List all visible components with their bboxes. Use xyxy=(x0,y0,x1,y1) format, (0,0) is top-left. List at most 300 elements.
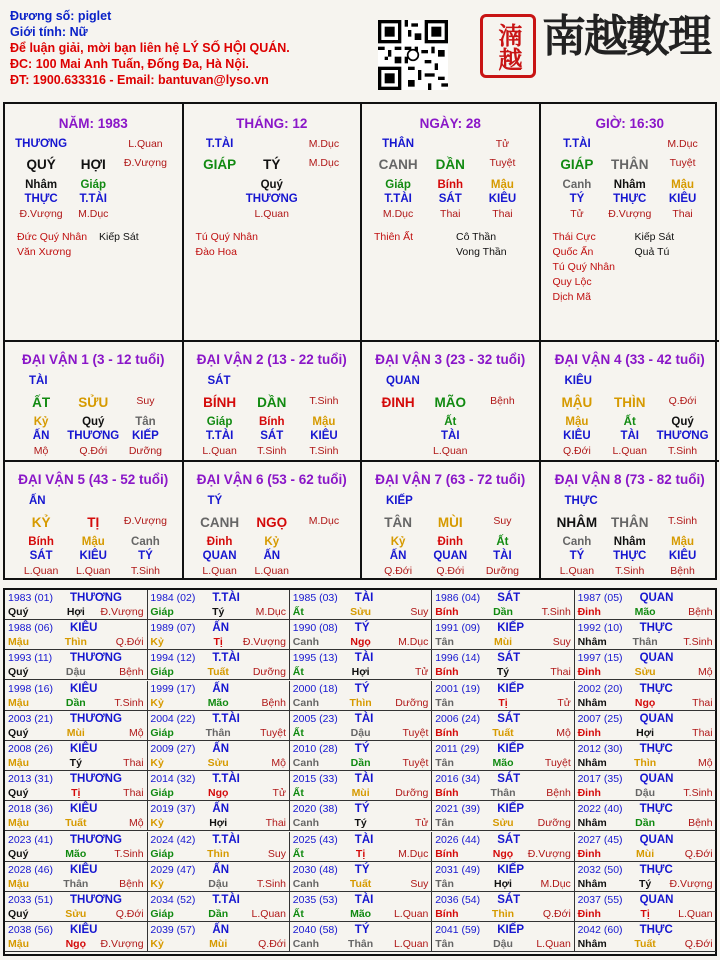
year-cell xyxy=(575,801,716,831)
year-phase: Q.Đới xyxy=(684,847,713,860)
hidden-stem: Quý xyxy=(671,416,694,428)
year-label: 1985 (03) xyxy=(292,592,338,604)
year-chi: Tý xyxy=(354,817,367,830)
hidden-stem: Mậu xyxy=(490,179,514,191)
year-label: 1996 (14) xyxy=(435,652,481,665)
year-chi: Hợi xyxy=(209,817,228,830)
hidden-phase: L.Quan xyxy=(202,445,237,457)
hidden-stem xyxy=(476,416,528,428)
year-label: 1999 (17) xyxy=(150,682,196,695)
year-cell xyxy=(5,620,148,650)
year-cell xyxy=(432,771,575,801)
year-phase: L.Quan xyxy=(251,908,286,920)
year-chi: Hợi xyxy=(351,666,370,679)
year-phase: Dưỡng xyxy=(395,787,429,800)
hidden-phase: Q.Đới xyxy=(384,565,413,577)
year-cell xyxy=(147,832,290,862)
hidden-shishen: THƯƠNG xyxy=(245,193,298,205)
year-shishen: SÁT xyxy=(497,592,521,604)
year-chi: Dậu xyxy=(208,877,229,890)
year-label: 2038 (56) xyxy=(8,924,53,937)
hidden-stem: Mậu xyxy=(312,416,336,428)
hidden-phase xyxy=(119,208,171,220)
year-phase: L.Quan xyxy=(393,938,429,951)
year-chi: Thân xyxy=(348,938,374,951)
year-label: 2033 (51) xyxy=(8,894,53,906)
year-can: Kỷ xyxy=(150,636,164,649)
dai-van-chi: MÃO xyxy=(434,395,466,410)
year-cell xyxy=(575,892,716,922)
year-phase: T.Sinh xyxy=(683,636,713,649)
year-shishen: THƯƠNG xyxy=(70,652,122,665)
year-can: Bính xyxy=(435,606,459,618)
hidden-shishen: TÝ xyxy=(569,193,585,205)
dai-van-phase: Đ.Vượng xyxy=(123,515,167,527)
qr-code-icon xyxy=(378,20,448,90)
year-can: Đinh xyxy=(577,606,601,618)
year-can: Mậu xyxy=(8,938,29,951)
pillar-phase2: Tuyệt xyxy=(489,157,516,169)
hidden-stem: Nhâm xyxy=(613,536,646,548)
year-cell xyxy=(575,590,716,620)
year-phase: T.Sinh xyxy=(114,696,144,709)
hidden-phase: T.Sinh xyxy=(309,445,339,457)
year-can: Ất xyxy=(292,908,304,920)
year-can: Tân xyxy=(435,877,454,890)
dai-van-shishen: TÀI xyxy=(29,375,48,387)
year-shishen: KIẾP xyxy=(497,743,525,755)
dai-van-can: MẬU xyxy=(561,395,593,410)
year-phase: M.Dục xyxy=(398,636,429,649)
year-can: Quý xyxy=(8,787,29,800)
year-can: Tân xyxy=(435,636,454,649)
year-chi: Dần xyxy=(65,696,86,709)
year-can: Bính xyxy=(435,908,459,920)
year-label: 2035 (53) xyxy=(292,894,338,906)
year-can: Tân xyxy=(435,938,454,951)
year-label: 2006 (24) xyxy=(435,712,481,725)
year-cell xyxy=(147,711,290,741)
year-cell xyxy=(5,832,148,862)
star-good: Quy Lộc xyxy=(552,276,592,288)
hidden-phase xyxy=(298,208,350,220)
year-phase: Mộ xyxy=(129,726,144,739)
year-chi: Tị xyxy=(640,908,650,920)
dai-van-chi: NGỌ xyxy=(256,515,288,530)
hidden-phase: T.Sinh xyxy=(615,565,645,577)
year-can: Mậu xyxy=(8,757,29,769)
year-shishen: QUAN xyxy=(639,894,674,906)
year-can: Ất xyxy=(292,787,304,800)
dai-van-chi: TỊ xyxy=(87,515,100,530)
hidden-phase: Đ.Vượng xyxy=(19,208,63,220)
hidden-phase: T.Sinh xyxy=(257,445,287,457)
year-label: 2026 (44) xyxy=(435,833,481,846)
hidden-shishen xyxy=(476,430,528,442)
year-chi: Sửu xyxy=(492,817,514,830)
year-label: 2014 (32) xyxy=(150,773,196,786)
year-can: Nhâm xyxy=(577,757,607,769)
year-phase: Bệnh xyxy=(119,666,144,679)
year-label: 2025 (43) xyxy=(292,833,338,846)
year-shishen: TÝ xyxy=(354,622,370,635)
year-can: Canh xyxy=(292,877,320,890)
hidden-stem: Canh xyxy=(562,179,592,191)
hidden-phase: L.Quan xyxy=(23,565,59,577)
year-cell xyxy=(575,862,716,892)
year-label: 2019 (37) xyxy=(150,803,196,816)
year-cell xyxy=(5,590,148,620)
year-shishen: TÀI xyxy=(354,652,374,665)
hidden-shishen: T.TÀI xyxy=(384,193,412,205)
year-label: 1998 (16) xyxy=(8,682,53,695)
hidden-phase: L.Quan xyxy=(612,445,647,457)
year-label: 1988 (06) xyxy=(8,622,53,635)
year-can: Nhâm xyxy=(577,877,607,890)
year-can: Quý xyxy=(8,847,29,860)
star-good: Đức Quý Nhân xyxy=(17,231,88,243)
gender: Giới tính: Nữ xyxy=(10,25,88,39)
pillar-can: QUÝ xyxy=(26,157,56,172)
star-good: Thái Cực xyxy=(552,231,596,243)
year-label: 1995 (13) xyxy=(292,652,338,665)
year-cell xyxy=(5,892,148,922)
hidden-phase: L.Quan xyxy=(433,445,468,457)
hidden-shishen: TÝ xyxy=(569,550,585,562)
hidden-stem: Giáp xyxy=(385,179,411,191)
dai-van-chi: THÂN xyxy=(610,515,649,530)
year-label: 2041 (59) xyxy=(435,924,481,937)
year-chi: Tị xyxy=(498,696,508,709)
year-phase: Thai xyxy=(123,787,144,800)
year-chi: Tý xyxy=(638,877,652,890)
pillar-phase: L.Quan xyxy=(128,138,163,150)
hidden-phase: Thai xyxy=(492,208,513,220)
dai-van-phase: Suy xyxy=(493,515,512,527)
year-label: 2018 (36) xyxy=(8,803,53,816)
pillar-chi: TÝ xyxy=(263,157,281,172)
brand-title: 南越數理 xyxy=(542,11,710,62)
dai-van-shishen: ẤN xyxy=(29,495,46,507)
hidden-phase: T.Sinh xyxy=(130,565,161,577)
year-chi: Hợi xyxy=(66,606,85,618)
year-chi: Tị xyxy=(71,787,81,800)
hidden-phase: L.Quan xyxy=(559,565,595,577)
dai-van-chi: DẦN xyxy=(257,395,287,410)
header-info xyxy=(10,8,370,88)
hidden-stem: Mậu xyxy=(81,536,105,548)
pillar-3 xyxy=(541,104,720,342)
year-shishen: THỰC xyxy=(639,743,673,755)
hidden-stem: Mậu xyxy=(671,179,695,191)
year-chi: Mùi xyxy=(493,636,513,649)
year-can: Mậu xyxy=(8,696,29,709)
year-can: Đinh xyxy=(577,908,601,920)
pillar-can: GIÁP xyxy=(560,157,594,172)
year-label: 1989 (07) xyxy=(150,622,196,635)
year-shishen: T.TÀI xyxy=(212,833,240,846)
year-cell xyxy=(290,711,433,741)
hidden-shishen: THỰC xyxy=(613,193,647,205)
year-shishen: SÁT xyxy=(497,652,521,665)
hidden-shishen: THƯƠNG xyxy=(67,430,120,442)
year-chi: Dậu xyxy=(493,938,513,951)
hidden-stem: Nhâm xyxy=(613,179,646,191)
hidden-shishen: ẤN xyxy=(389,550,407,562)
year-chi: Thìn xyxy=(491,908,515,920)
year-label: 2036 (54) xyxy=(435,894,481,906)
pillar-shishen: THÂN xyxy=(382,138,415,150)
star-bad: Kiếp Sát xyxy=(99,231,139,243)
year-label: 2020 (38) xyxy=(292,803,338,816)
hidden-phase: Dưỡng xyxy=(485,565,520,577)
hidden-shishen: ẤN xyxy=(263,550,281,562)
hidden-stem: Quý xyxy=(260,179,283,191)
year-label: 2002 (20) xyxy=(577,682,623,695)
dai-van-shishen: KIẾP xyxy=(386,495,413,507)
hidden-phase xyxy=(194,208,246,220)
year-phase: Suy xyxy=(410,606,429,618)
dai-van-phase: Q.Đới xyxy=(668,395,697,407)
year-shishen: THƯƠNG xyxy=(70,712,122,725)
pillar-phase: M.Dục xyxy=(667,138,698,150)
year-phase: Suy xyxy=(552,636,571,649)
year-can: Quý xyxy=(8,908,29,920)
dai-van-can: CANH xyxy=(200,515,240,530)
year-chi: Dần xyxy=(208,908,229,920)
year-phase: M.Dục xyxy=(540,877,571,890)
hidden-phase xyxy=(298,565,350,577)
year-shishen: T.TÀI xyxy=(212,712,240,725)
year-shishen: TÝ xyxy=(354,682,370,695)
year-chi: Thìn xyxy=(634,757,657,769)
year-label: 1992 (10) xyxy=(577,622,623,635)
pillar-can: GIÁP xyxy=(203,157,237,172)
hidden-shishen: TÝ xyxy=(138,550,153,562)
year-chi: Tuất xyxy=(349,877,372,890)
year-cell xyxy=(5,801,148,831)
year-phase: Dưỡng xyxy=(537,817,571,830)
year-cell xyxy=(147,590,290,620)
year-can: Mậu xyxy=(8,817,29,830)
year-shishen: TÀI xyxy=(354,773,374,786)
hidden-shishen: SÁT xyxy=(438,193,462,205)
year-shishen: KIÊU xyxy=(70,743,98,755)
year-phase: T.Sinh xyxy=(256,877,286,890)
year-shishen: KIẾP xyxy=(497,803,525,816)
year-phase: Dưỡng xyxy=(252,666,286,679)
year-can: Bính xyxy=(435,787,459,800)
year-cell xyxy=(432,620,575,650)
year-label: 2001 (19) xyxy=(435,682,481,695)
hidden-stem: Canh xyxy=(562,536,592,548)
year-label: 1993 (11) xyxy=(8,652,53,665)
year-chi: Mùi xyxy=(66,726,85,739)
dai-van-phase: T.Sinh xyxy=(309,395,339,407)
dai-van-shishen: SÁT xyxy=(207,375,231,387)
year-phase: Tử xyxy=(557,696,571,709)
year-shishen: SÁT xyxy=(497,773,521,786)
year-label: 1984 (02) xyxy=(150,592,196,604)
year-phase: Q.Đới xyxy=(115,908,144,920)
hidden-phase xyxy=(476,445,528,457)
pillar-can: CANH xyxy=(378,157,418,172)
year-phase: M.Dục xyxy=(255,606,286,618)
year-can: Đinh xyxy=(577,726,601,739)
dai-van-7 xyxy=(362,462,541,580)
year-label: 2030 (48) xyxy=(292,863,338,876)
year-chi: Mùi xyxy=(209,938,228,951)
hidden-shishen: KIÊU xyxy=(79,550,107,562)
star-good: Văn Xương xyxy=(17,246,72,258)
year-cell xyxy=(575,711,716,741)
hidden-stem xyxy=(194,179,246,191)
year-can: Bính xyxy=(435,666,459,679)
year-shishen: ẤN xyxy=(212,743,230,755)
year-cell xyxy=(147,892,290,922)
year-phase: Dưỡng xyxy=(395,696,429,709)
dai-van-4 xyxy=(541,342,720,462)
year-cell xyxy=(147,741,290,771)
year-cell xyxy=(432,681,575,711)
year-can: Nhâm xyxy=(577,938,607,951)
year-cell xyxy=(5,741,148,771)
year-shishen: T.TÀI xyxy=(212,652,240,665)
dai-van-shishen: TÝ xyxy=(207,495,223,507)
year-cell xyxy=(432,711,575,741)
pillar-chi: HỢI xyxy=(80,157,106,172)
year-can: Nhâm xyxy=(577,817,607,830)
year-chi: Mùi xyxy=(636,847,655,860)
year-phase: Mộ xyxy=(698,666,713,679)
year-phase: Tuyệt xyxy=(260,726,286,739)
year-cell xyxy=(432,741,575,771)
chart-frame xyxy=(3,102,717,580)
star-good: Thiên Ất xyxy=(374,231,414,243)
year-cell xyxy=(147,771,290,801)
star-bad: Cô Thần xyxy=(456,231,497,243)
year-can: Quý xyxy=(8,666,29,679)
year-cell xyxy=(290,832,433,862)
pillar-shishen: THƯƠNG xyxy=(15,138,68,150)
hidden-stem xyxy=(298,536,350,548)
year-phase: Suy xyxy=(267,847,286,860)
pillar-chi: THÂN xyxy=(610,157,649,172)
hidden-stem: Canh xyxy=(131,536,160,548)
year-label: 2022 (40) xyxy=(577,803,623,816)
year-chi: Tý xyxy=(496,666,510,679)
year-label: 2037 (55) xyxy=(577,894,623,906)
year-chi: Ngọ xyxy=(634,696,656,709)
year-chi: Dần xyxy=(493,606,513,618)
year-chi: Mão xyxy=(492,757,514,769)
year-chi: Tuất xyxy=(65,817,87,830)
year-label: 2021 (39) xyxy=(435,803,481,816)
year-can: Bính xyxy=(435,847,459,860)
year-shishen: T.TÀI xyxy=(212,894,240,906)
contact-note: Để luận giải, mời bạn liên hệ LÝ SỐ HỘI QUÁN. xyxy=(10,41,290,55)
star-good: Dịch Mã xyxy=(552,291,592,303)
hidden-phase: M.Dục xyxy=(382,208,414,220)
year-phase: Tử xyxy=(414,817,429,830)
star-good: Đào Hoa xyxy=(195,246,237,258)
year-can: Tân xyxy=(435,817,454,830)
hidden-phase: Tử xyxy=(570,208,584,220)
year-shishen: TÀI xyxy=(354,592,374,604)
phone-email: ĐT: 1900.633316 - Email: bantuvan@lyso.vn xyxy=(10,73,269,87)
year-cell xyxy=(575,620,716,650)
year-cell xyxy=(147,650,290,680)
year-label: 1991 (09) xyxy=(435,622,481,635)
hidden-stem: Ất xyxy=(496,536,509,548)
year-cell xyxy=(290,771,433,801)
year-chi: Dậu xyxy=(635,787,656,800)
year-phase: Tử xyxy=(414,666,429,679)
year-cell xyxy=(290,590,433,620)
hidden-phase: Q.Đới xyxy=(79,445,108,457)
hidden-shishen: KIÊU xyxy=(488,193,517,205)
year-phase: Q.Đới xyxy=(684,938,713,951)
year-chi: Dần xyxy=(350,757,371,769)
pillar-stars xyxy=(17,230,181,260)
year-label: 2007 (25) xyxy=(577,712,623,725)
hidden-shishen: TÀI xyxy=(620,430,639,442)
year-shishen: KIẾP xyxy=(497,682,525,695)
dai-van-shishen: THỰC xyxy=(564,495,598,507)
year-phase: Bệnh xyxy=(688,606,713,618)
year-chi: Hợi xyxy=(636,726,655,739)
pillar-phase: M.Dục xyxy=(308,138,340,150)
year-can: Đinh xyxy=(577,666,601,679)
year-shishen: THỰC xyxy=(639,622,673,635)
year-can: Mậu xyxy=(8,636,29,649)
year-cell xyxy=(290,741,433,771)
hidden-shishen: THƯƠNG xyxy=(656,430,709,442)
year-chi: Dậu xyxy=(65,666,86,679)
year-phase: Tuyệt xyxy=(544,757,571,769)
year-cell xyxy=(5,681,148,711)
year-shishen: TÀI xyxy=(354,712,374,725)
dai-van-phase: T.Sinh xyxy=(667,515,698,527)
hidden-stem: Mậu xyxy=(671,536,695,548)
hidden-shishen xyxy=(194,193,246,205)
year-can: Nhâm xyxy=(577,636,607,649)
year-phase: Tử xyxy=(272,787,286,800)
year-label: 2029 (47) xyxy=(150,863,196,876)
year-shishen: QUAN xyxy=(639,773,674,786)
hidden-shishen: KIẾP xyxy=(132,430,159,442)
year-cell xyxy=(5,862,148,892)
dai-van-can: BÍNH xyxy=(203,395,237,410)
year-cell xyxy=(147,862,290,892)
year-chi: Dần xyxy=(635,817,656,830)
dai-van-chi: THÌN xyxy=(613,395,646,410)
year-cell xyxy=(5,711,148,741)
year-chi: Thân xyxy=(205,726,231,739)
year-label: 2017 (35) xyxy=(577,773,623,786)
dai-van-title: ĐẠI VẬN 7 (63 - 72 tuổi) xyxy=(375,472,526,487)
year-can: Tân xyxy=(435,757,454,769)
year-shishen: THƯƠNG xyxy=(70,773,122,786)
dai-van-can: TÂN xyxy=(384,515,412,530)
dai-van-shishen: QUAN xyxy=(386,375,420,387)
year-cell xyxy=(147,922,290,952)
hidden-shishen: KIÊU xyxy=(310,430,338,442)
year-shishen: KIẾP xyxy=(497,622,525,635)
year-chi: Mão xyxy=(207,696,229,709)
hidden-stem: Bính xyxy=(437,179,464,191)
hidden-shishen: THỰC xyxy=(24,193,58,205)
